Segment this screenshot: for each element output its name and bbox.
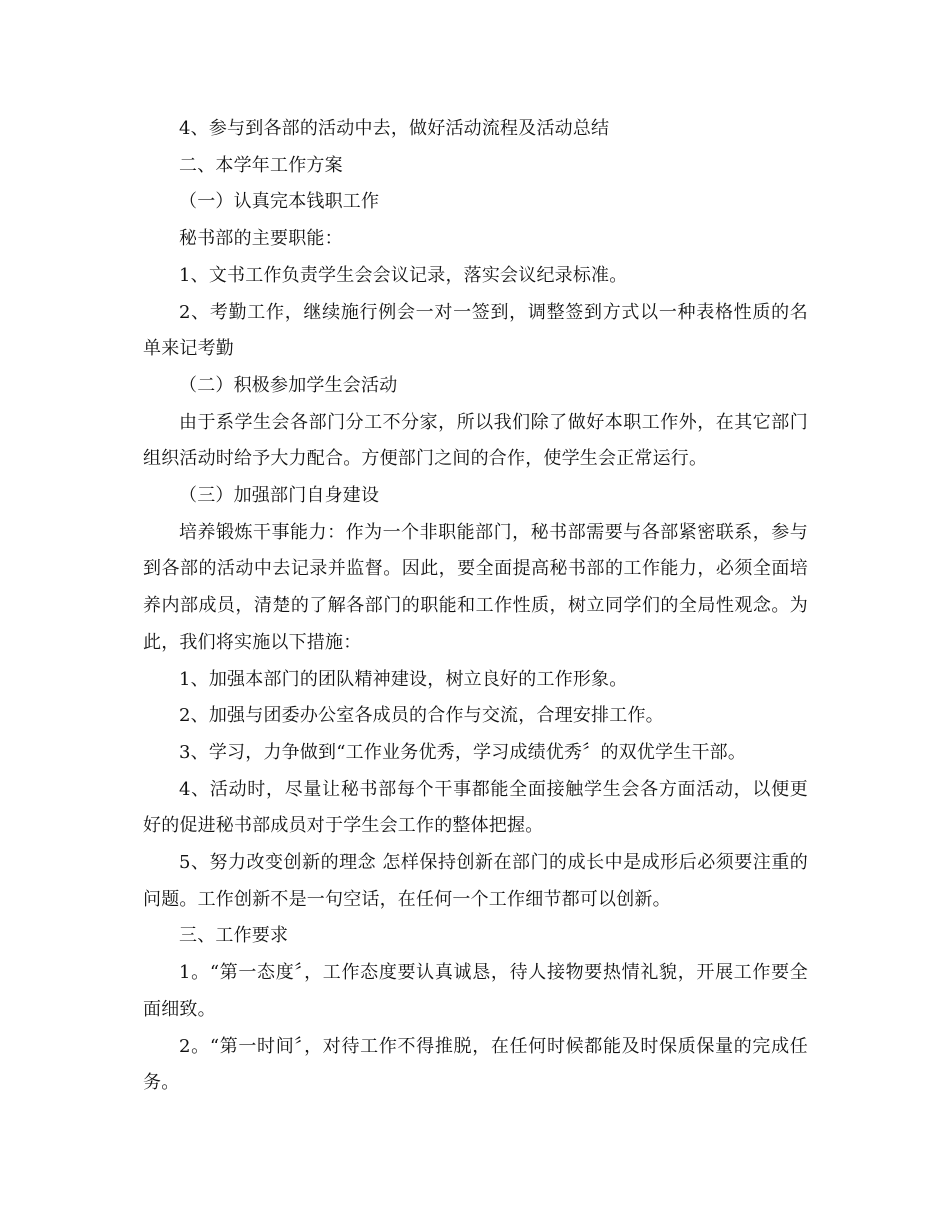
- requirement-item-1: 1。“第一态度〞，工作态度要认真诚恳，待人接物要热情礼貌，开展工作要全面细致。: [143, 962, 808, 1020]
- measure-item-3: 3、学习，力争做到“工作业务优秀，学习成绩优秀〞的双优学生干部。: [179, 741, 747, 763]
- paragraph-clerical-work: 1、文书工作负责学生会会议记录，落实会议纪录标准。: [179, 264, 628, 286]
- requirement-item-2: 2。“第一时间〞，对待工作不得推脱，在任何时候都能及时保质保量的完成任务。: [143, 1035, 808, 1094]
- paragraph-training: 培养锻炼干事能力：作为一个非职能部门，秘书部需要与各部紧密联系，参与到各部的活动中去记录并监督。因此，要全面提高秘书部的工作能力，必须全面培养内部成员，清楚的了解各部门的职能和工作性质，树立同学们的全局性观念。为此，我们将实施以下措施：: [143, 521, 808, 653]
- paragraph-item-4-summary: 4、参与到各部的活动中去，做好活动流程及活动总结: [179, 118, 610, 139]
- subheading-duty-work: （一）认真完本钱职工作: [179, 191, 380, 213]
- measure-item-1: 1、加强本部门的团队精神建设，树立良好的工作形象。: [179, 668, 628, 690]
- measure-item-4: 4、活动时，尽量让秘书部每个干事都能全面接触学生会各方面活动，以便更好的促进秘书部成员对于学生会工作的整体把握。: [143, 778, 808, 837]
- document-body: [143, 111, 808, 1102]
- section-heading-plan: 二、本学年工作方案: [179, 154, 343, 176]
- measure-item-2: 2、加强与团委办公室各成员的合作与交流，合理安排工作。: [179, 705, 664, 727]
- paragraph-main-functions: 秘书部的主要职能：: [179, 228, 343, 250]
- paragraph-cooperation: 由于系学生会各部门分工不分家，所以我们除了做好本职工作外，在其它部门组织活动时给予大力配合。方便部门之间的合作，使学生会正常运行。: [143, 411, 808, 470]
- subheading-join-activities: （二）积极参加学生会活动: [179, 374, 398, 396]
- subheading-self-building: （三）加强部门自身建设: [179, 485, 380, 507]
- paragraph-attendance-work: 2、考勤工作，继续施行例会一对一签到，调整签到方式以一种表格性质的名单来记考勤: [143, 301, 808, 360]
- measure-item-5: 5、努力改变创新的理念 怎样保持创新在部门的成长中是成形后必须要注重的问题。工作创新不是一句空话，在任何一个工作细节都可以创新。: [143, 852, 808, 910]
- section-heading-requirements: 三、工作要求: [179, 925, 289, 947]
